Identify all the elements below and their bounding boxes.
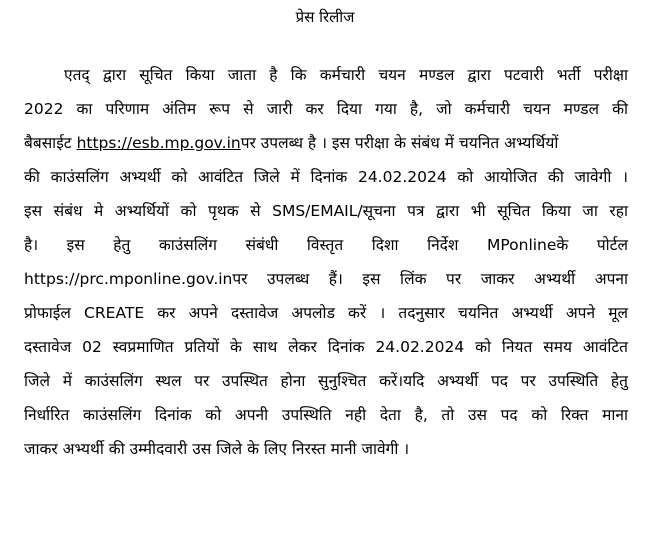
- body-line-7: https://prc.mponline.gov.inपर उपलब्ध हैं। इस लिंक पर जाकर अभ्यर्थी अपना: [24, 270, 628, 288]
- body-line-3-rest: पर उपलब्ध है । इस परीक्षा के संबंध में चयनित अभ्यर्थियों: [240, 134, 559, 152]
- body-line-11: निर्धारित काउंसलिंग दिनांक को अपनी उपस्थिति नही देता है, तो उस पद को रिक्त माना: [24, 406, 628, 424]
- body-line-8: प्रोफाईल CREATE कर अपने दस्तावेज अपलोड करें । तदनुसार चयनित अभ्यर्थी अपने मूल: [24, 304, 628, 322]
- body-line-4: की काउंसलिंग अभ्यर्थी को आवंटित जिले में दिनांक 24.02.2024 को आयोजित की जावेगी ।: [24, 168, 628, 186]
- body-line-10: जिले में काउंसलिंग स्थल पर उपस्थित होना सुनुश्चित करें।यदि अभ्यर्थी पद पर उपस्थिति हेतु: [24, 372, 628, 390]
- body-line-5: इस संबंध मे अभ्यर्थियों को पृथक से SMS/EMAIL/सूचना पत्र द्वारा भी सूचित किया जा रहा: [24, 202, 628, 220]
- body-line-6: है। इस हेतु काउंसलिंग संबंधी विस्तृत दिशा निर्देश MPonlineके पोर्टल: [24, 236, 628, 254]
- body-line-3: [24, 126, 628, 160]
- body-line-12: जाकर अभ्यर्थी की उम्मीदवारी उस जिले के लिए निरस्त मानी जावेगी ।: [24, 440, 410, 458]
- document-title: प्रेस रिलीज: [295, 8, 355, 26]
- body-line-3-start: [24, 126, 558, 160]
- body-line-1: एतद् द्वारा सूचित किया जाता है कि कर्मचारी चयन मण्डल द्वारा पटवारी भर्ती परीक्षा: [64, 66, 628, 84]
- body-line-9: दस्तावेज 02 स्वप्रमाणित प्रतियों के साथ लेकर दिनांक 24.02.2024 को नियत समय आवंटित: [24, 338, 628, 356]
- website-label: बैबसाईट: [24, 134, 72, 152]
- body-line-2: 2022 का परिणाम अंतिम रूप से जारी कर दिया गया है, जो कर्मचारी चयन मण्डल की: [24, 100, 628, 118]
- esb-website-link[interactable]: https://esb.mp.gov.in: [76, 134, 241, 152]
